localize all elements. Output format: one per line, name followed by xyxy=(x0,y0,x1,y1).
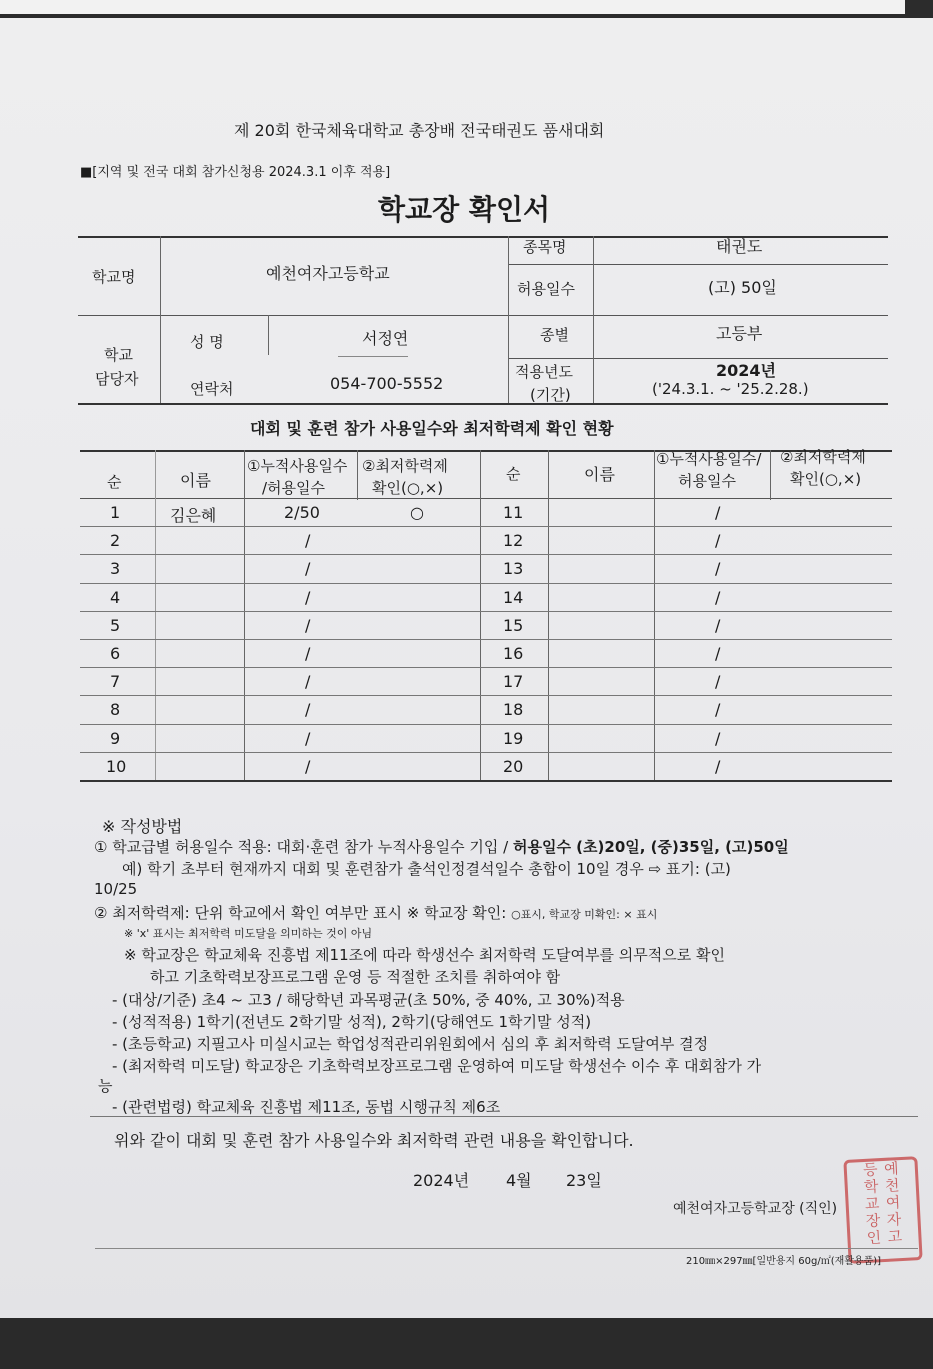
instruction-line-5: ※ 'x' 표시는 최저학력 미도달을 의미하는 것이 아님 xyxy=(124,927,373,940)
row-no: 9 xyxy=(110,729,121,748)
row-no-right: 20 xyxy=(503,757,524,776)
confirm-year: 2024년 xyxy=(413,1171,470,1190)
row-days-right: / xyxy=(715,700,721,719)
paper-spec: 210㎜×297㎜[일반용지 60g/㎡(재활용품)] xyxy=(686,1256,882,1267)
sport-value: 태권도 xyxy=(716,237,763,256)
row-no: 3 xyxy=(110,559,121,578)
instruction-line-4-text: ② 최저학력제: 단위 학교에서 확인 여부만 표시 ※ 학교장 확인: xyxy=(94,904,512,922)
instruction-line-7: 하고 기초학력보장프로그램 운영 등 적절한 조치를 취하여야 함 xyxy=(150,968,561,986)
category-value: 고등부 xyxy=(716,324,763,343)
row-days: / xyxy=(305,672,311,691)
name-value: 서정연 xyxy=(362,329,409,348)
row-no-right: 15 xyxy=(503,616,524,635)
col-header-name: 이름 xyxy=(180,471,211,490)
instruction-line-13: - (관련법령) 학교체육 진흥법 제11조, 동법 시행규칙 제6조 xyxy=(112,1098,501,1116)
col-header-grade-1: ②최저학력제 xyxy=(362,457,448,475)
instruction-line-1 xyxy=(94,836,789,857)
row-no-right: 11 xyxy=(503,503,524,522)
row-no: 6 xyxy=(110,644,121,663)
row-no: 7 xyxy=(110,672,121,691)
contact-value: 054-700-5552 xyxy=(330,374,444,393)
row-days-right: / xyxy=(715,588,721,607)
row-no: 1 xyxy=(110,503,121,522)
col-header-days-right-1: ①누적사용일수/ xyxy=(656,450,762,468)
form-note: ■[지역 및 전국 대회 참가신청용 2024.3.1 이후 적용] xyxy=(80,165,391,180)
row-days: / xyxy=(305,729,311,748)
manager-label-1: 학교 xyxy=(104,346,133,364)
school-label: 학교명 xyxy=(92,268,136,286)
row-no-right: 14 xyxy=(503,588,524,607)
row-no-right: 12 xyxy=(503,531,524,550)
row-no-right: 19 xyxy=(503,729,524,748)
event-title: 제 20회 한국체육대학교 총장배 전국태권도 품새대회 xyxy=(234,121,605,140)
signer: 예천여자고등학교장 (직인) xyxy=(673,1201,838,1217)
row-days: / xyxy=(305,559,311,578)
name-label: 성 명 xyxy=(190,333,224,351)
instruction-line-8: - (대상/기준) 초4 ~ 고3 / 해당학년 과목평균(초 50%, 중 40%, 고 30%)적용 xyxy=(112,991,625,1009)
instruction-line-4 xyxy=(94,902,657,923)
row-no: 2 xyxy=(110,531,121,550)
period-value: ('24.3.1. ~ '25.2.28.) xyxy=(652,380,809,398)
instruction-line-12: 능 xyxy=(98,1077,113,1095)
col-header-name-right: 이름 xyxy=(584,465,615,484)
instruction-line-11: - (최저학력 미도달) 학교장은 기초학력보장프로그램 운영하여 미도달 학생선수 이수 후 대회참가 가 xyxy=(112,1057,762,1075)
col-header-no-right: 순 xyxy=(506,465,521,483)
row-days: / xyxy=(305,588,311,607)
instruction-line-2: 예) 학기 초부터 현재까지 대회 및 훈련참가 출석인정결석일수 총합이 10일 경우 ⇨ 표기: (고) xyxy=(122,860,731,878)
allowed-days-label: 허용일수 xyxy=(517,280,575,298)
row-no: 4 xyxy=(110,588,121,607)
photo-top-edge xyxy=(0,0,933,18)
contact-label: 연락처 xyxy=(190,380,234,398)
row-grade: ○ xyxy=(410,503,424,522)
row-days: / xyxy=(305,644,311,663)
col-header-grade-2: 확인(○,×) xyxy=(372,479,444,497)
row-no: 10 xyxy=(106,757,127,776)
row-days-right: / xyxy=(715,531,721,550)
instruction-line-1-text: ① 학교급별 허용일수 적용: 대회·훈련 참가 누적사용일수 기입 / xyxy=(94,838,513,856)
confirm-day: 23일 xyxy=(566,1171,602,1190)
photo-bottom-edge xyxy=(0,1318,933,1369)
row-no: 5 xyxy=(110,616,121,635)
year-value: 2024년 xyxy=(716,361,776,380)
row-days: / xyxy=(305,700,311,719)
col-header-grade-right-2: 확인(○,×) xyxy=(790,470,862,488)
instruction-line-9: - (성적적용) 1학기(전년도 2학기말 성적), 2학기(당해연도 1학기말 성적) xyxy=(112,1013,592,1031)
year-label-1: 적용년도 xyxy=(515,363,573,381)
col-header-grade-right-1: ②최저학력제 xyxy=(780,448,866,466)
year-label-2: (기간) xyxy=(530,386,571,404)
manager-label-2: 담당자 xyxy=(95,370,139,388)
row-days-right: / xyxy=(715,503,721,522)
instructions-heading: ※ 작성방법 xyxy=(102,817,183,836)
confirm-text: 위와 같이 대회 및 훈련 참가 사용일수와 최저학력 관련 내용을 확인합니다. xyxy=(114,1131,634,1150)
instruction-line-4-small: ○표시, 학교장 미확인: × 표시 xyxy=(511,908,658,921)
document-title: 학교장 확인서 xyxy=(378,193,551,226)
row-days: 2/50 xyxy=(284,503,320,522)
row-days-right: / xyxy=(715,729,721,748)
col-header-no: 순 xyxy=(107,473,122,491)
row-no-right: 13 xyxy=(503,559,524,578)
row-no-right: 17 xyxy=(503,672,524,691)
col-header-days-1: ①누적사용일수 xyxy=(247,457,348,475)
school-value: 예천여자고등학교 xyxy=(266,264,390,283)
allowed-days-value: (고) 50일 xyxy=(708,278,777,297)
document-paper xyxy=(0,18,933,1318)
row-days-right: / xyxy=(715,644,721,663)
row-days: / xyxy=(305,616,311,635)
row-days-right: / xyxy=(715,672,721,691)
instruction-line-1-bold: 허용일수 (초)20일, (중)35일, (고)50일 xyxy=(513,838,789,856)
row-name: 김은혜 xyxy=(170,506,217,525)
col-header-days-2: /허용일수 xyxy=(262,479,326,497)
instruction-line-3: 10/25 xyxy=(94,880,138,898)
row-days-right: / xyxy=(715,559,721,578)
row-days-right: / xyxy=(715,616,721,635)
instruction-line-10: - (초등학교) 지필고사 미실시교는 학업성적관리위원회에서 심의 후 최저학력 도달여부 결정 xyxy=(112,1035,709,1053)
row-days-right: / xyxy=(715,757,721,776)
confirm-month: 4월 xyxy=(506,1171,532,1190)
sport-label: 종목명 xyxy=(523,238,567,256)
table-title: 대회 및 훈련 참가 사용일수와 최저학력제 확인 현황 xyxy=(250,419,614,438)
category-label: 종별 xyxy=(540,326,569,344)
col-header-days-right-2: 허용일수 xyxy=(678,472,736,490)
instruction-line-6: ※ 학교장은 학교체육 진흥법 제11조에 따라 학생선수 최저학력 도달여부를 의무적으로 확인 xyxy=(124,946,725,964)
row-days: / xyxy=(305,757,311,776)
row-no-right: 18 xyxy=(503,700,524,719)
seal-text: 예천여자고등학교장인 xyxy=(860,1160,904,1247)
row-days: / xyxy=(305,531,311,550)
row-no-right: 16 xyxy=(503,644,524,663)
row-no: 8 xyxy=(110,700,121,719)
